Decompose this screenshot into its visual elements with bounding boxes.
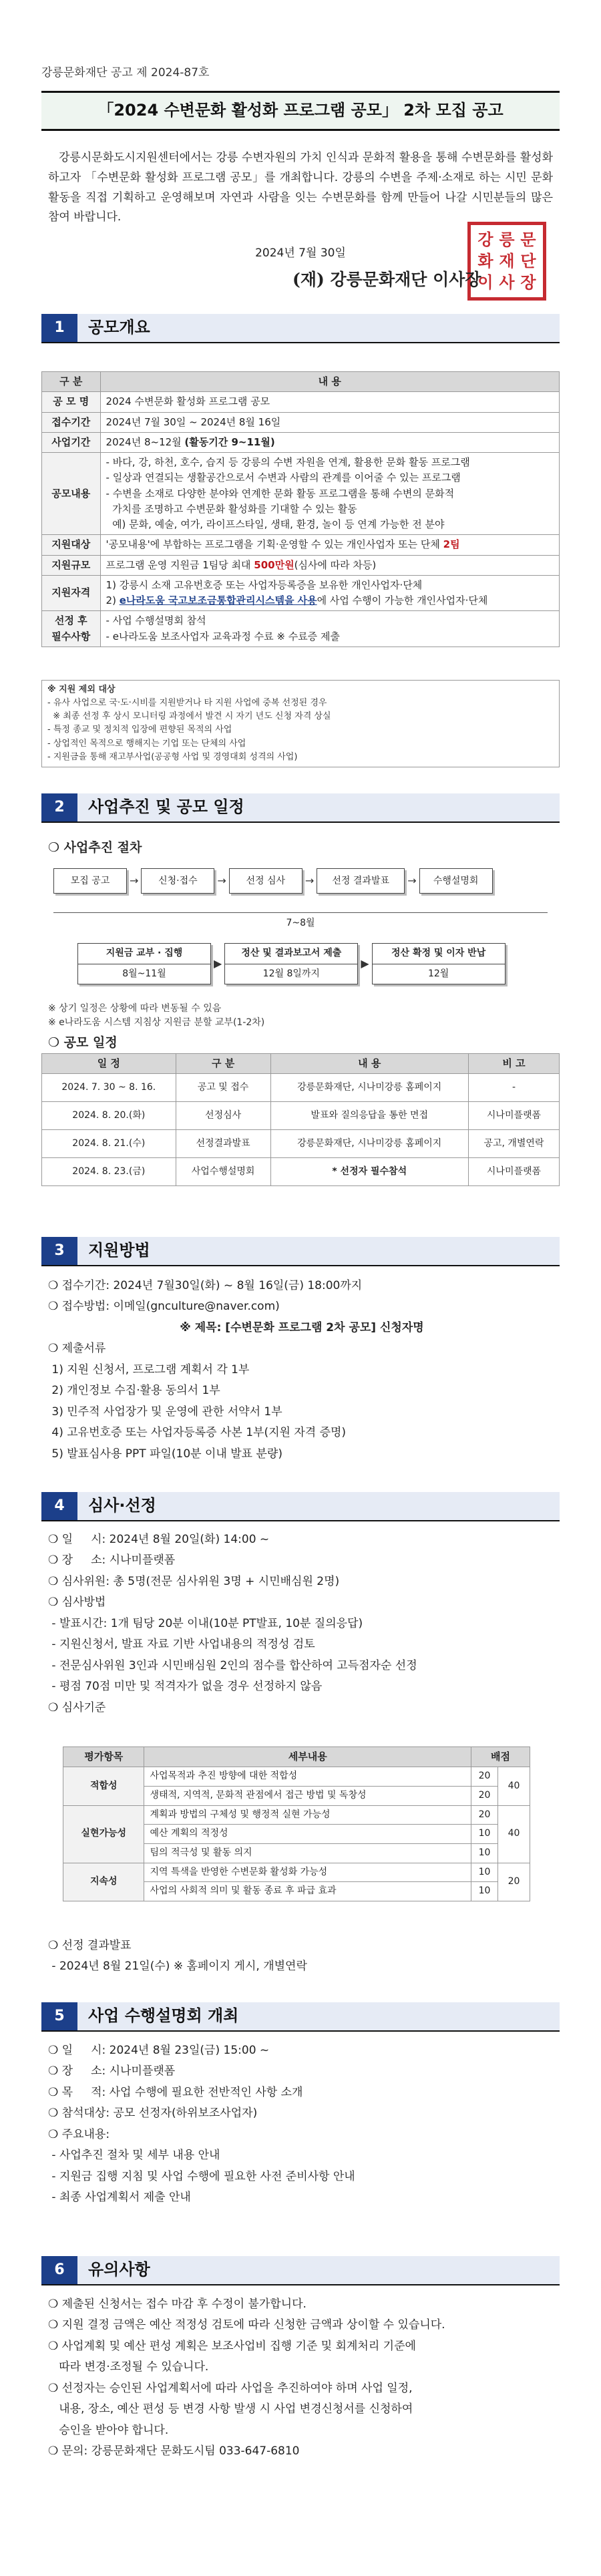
row-label: 지원자격: [42, 575, 101, 611]
section-number: 2: [41, 793, 77, 821]
section-number: 6: [41, 2256, 77, 2284]
row-label: 지원대상: [42, 535, 101, 555]
flow-note: ※ 상기 일정은 상황에 따라 변동될 수 있음: [48, 1003, 222, 1014]
briefing-line: - 사업추진 절차 및 세부 내용 안내: [48, 2149, 220, 2163]
row-text: (심사에 따라 차등): [294, 558, 377, 571]
table-header: 내 용: [100, 372, 559, 392]
section-header: [41, 793, 560, 823]
seal-char: 릉: [499, 230, 515, 249]
row-value: 2024 수변문화 활성화 프로그램 공모: [100, 392, 559, 412]
row-value: 2024년 8~12월 (활동기간 9~11월): [100, 432, 559, 452]
review-line: - 지원신청서, 발표 자료 기반 사업내용의 적정성 검토: [48, 1638, 315, 1652]
range-line: [53, 912, 548, 913]
section-title: 유의사항: [77, 2256, 560, 2284]
section-header: [41, 1237, 560, 1266]
briefing-line: ❍ 장 소: 시나미플랫폼: [48, 2064, 176, 2078]
seal-char: 이: [477, 272, 493, 292]
section-title: 사업추진 및 공모 일정: [77, 793, 560, 821]
seal-char: 재: [499, 251, 515, 270]
note-line: 내용, 장소, 예산 편성 등 변경 사항 발생 시 사업 변경신청서를 신청하여: [48, 2402, 413, 2416]
doc-item: 5) 발표심사용 PPT 파일(10분 이내 발표 분량): [48, 1447, 282, 1461]
row-line: 예) 문화, 예술, 여가, 라이프스타일, 생태, 환경, 놀이 등 연계 가능한 전 분야: [106, 518, 445, 530]
review-line: ❍ 심사위원: 총 5명(전문 심사위원 3명 + 시민배심원 2명): [48, 1574, 340, 1588]
intro-paragraph: 강릉시문화도시지원센터에서는 강릉 수변자원의 가치 인식과 문화적 활용을 통해 수변문화를 활성화하고자 「수변문화 활성화 프로그램 공모」를 개최합니다. 강릉의 수변을 주제·소재로 하는 시민 문화 활동을 직접 기획하고 운영해보며 자연과 사람을 잇는 수변문화를 함께 만들어 나갈 시민분들의 많은 참여 바랍니다.: [48, 151, 553, 224]
row-line: - 수변을 소재로 다양한 분야와 연계한 문화 활동 프로그램을 통해 수변의 문화적: [106, 487, 455, 500]
section-number: 1: [41, 314, 77, 342]
review-line: ❍ 일 시: 2024년 8월 20일(화) 14:00 ~: [48, 1533, 270, 1546]
schedule-table: [41, 1053, 560, 1186]
table-cell: 공고, 개별연락: [468, 1130, 559, 1158]
doc-item: 1) 지원 신청서, 프로그램 계획서 각 1부: [48, 1362, 250, 1376]
table-row: [42, 555, 560, 575]
criteria-item: 사업목적과 추진 방향에 대한 적합성: [144, 1767, 471, 1787]
criteria-item: 계획과 방법의 구체성 및 행정적 실현 가능성: [144, 1805, 471, 1825]
row-value: [100, 575, 559, 611]
section-number: 5: [41, 2002, 77, 2030]
table-row: [63, 1863, 530, 1882]
section-title: 심사·선정: [77, 1492, 560, 1520]
row-text: 에 사업 수행이 가능한 개인사업자·단체: [317, 594, 488, 606]
table-row: [42, 1130, 560, 1158]
table-cell: 선정결과발표: [176, 1130, 270, 1158]
row-line: 가치를 조명하고 수변문화 활성화를 기대할 수 있는 활동: [106, 502, 357, 515]
arrow-icon: →: [130, 874, 139, 887]
review-result: [48, 1936, 556, 1978]
row-value: '공모내용'에 부합하는 프로그램을 기획·운영할 수 있는 개인사업자 또는 단체 2팀: [100, 535, 559, 555]
criteria-score: 10: [471, 1882, 498, 1901]
row-label: 선정 후 필수사항: [42, 611, 101, 647]
flow-subtitle: ❍ 사업추진 절차: [48, 840, 142, 855]
section-title: 지원방법: [77, 1237, 560, 1265]
table-row: [42, 412, 560, 432]
arrow-icon: →: [305, 874, 315, 887]
doc-item: 3) 민주적 사업장가 및 운영에 관한 서약서 1부: [48, 1405, 282, 1419]
highlight-text: e나라도움 국고보조금통합관리시스템을 사용: [119, 594, 317, 606]
table-header: 내 용: [270, 1054, 468, 1074]
section-title: 공모개요: [77, 314, 560, 342]
apply-email-subject: ※ 제목: [수변문화 프로그램 2차 공모] 신청자명: [180, 1320, 424, 1334]
flow-stage-title: 정산 및 결과보고서 제출: [224, 943, 358, 964]
criteria-item: 사업의 사회적 의미 및 활동 종료 후 파급 효과: [144, 1882, 471, 1901]
section-header: [41, 314, 560, 343]
table-row: [63, 1805, 530, 1825]
criteria-score: 20: [471, 1786, 498, 1805]
range-label: 7~8월: [286, 918, 315, 928]
criteria-item: 예산 계획의 적정성: [144, 1825, 471, 1844]
apply-line: ❍ 접수방법: 이메일(gnculture@naver.com): [48, 1300, 280, 1314]
row-line: 2) e나라도움 국고보조금통합관리시스템을 사용에 사업 수행이 가능한 개인사업자·단체: [106, 594, 488, 606]
note-line: ❍ 선정자는 승인된 사업계획서에 따라 사업을 추진하여야 하며 사업 일정,: [48, 2381, 413, 2395]
seal-char: 화: [477, 251, 493, 270]
table-cell: 2024. 7. 30 ~ 8. 16.: [42, 1074, 176, 1102]
flow-row-bottom: [77, 943, 506, 984]
briefing-content: [48, 2040, 556, 2209]
emphasis-red: 2팀: [443, 538, 460, 551]
row-value: 2024년 7월 30일 ~ 2024년 8월 16일: [100, 412, 559, 432]
arrow-icon: ▶: [214, 956, 222, 970]
apply-content: [48, 1276, 556, 1465]
row-line: - 사업 수행설명회 참석: [106, 614, 206, 627]
row-line: - 바다, 강, 하천, 호수, 습지 등 강릉의 수변 자원을 연계, 활용한 문화 활동 프로그램: [106, 456, 470, 468]
note-line: 따라 변경·조정될 수 있습니다.: [48, 2360, 209, 2374]
doc-item: 4) 고유번호증 또는 사업자등록증 사본 1부(지원 자격 증명): [48, 1426, 347, 1440]
review-line: ❍ 심사방법: [48, 1596, 106, 1610]
row-line: - 일상과 연결되는 생활공간으로서 수변과 사람의 관계를 이어줄 수 있는 프로그램: [106, 472, 461, 484]
emphasis-text: (활동기간 9~11월): [184, 435, 275, 448]
table-cell: 발표와 질의응답을 통한 면접: [270, 1102, 468, 1130]
section-header: [41, 1492, 560, 1521]
row-label: 접수기간: [42, 412, 101, 432]
note-line: ❍ 제출된 신청서는 접수 마감 후 수정이 불가합니다.: [48, 2297, 307, 2311]
flow-step: 선정 심사: [229, 868, 303, 894]
criteria-score: 20: [471, 1767, 498, 1787]
table-cell: 2024. 8. 23.(금): [42, 1158, 176, 1186]
note-line: 승인을 받아야 합니다.: [48, 2423, 169, 2437]
overview-table: [41, 371, 560, 647]
row-value: [100, 611, 559, 647]
review-line: - 전문심사위원 3인과 시민배심원 2인의 점수를 합산하여 고득점자순 선정: [48, 1658, 417, 1672]
exclusion-notes: [41, 680, 560, 767]
flow-step: 신청·접수: [141, 868, 214, 894]
criteria-total: 20: [498, 1863, 530, 1901]
row-line: 1) 강릉시 소재 고유번호증 또는 사업자등록증을 보유한 개인사업자·단체: [106, 578, 423, 591]
flow-stage: [224, 943, 358, 984]
row-value: 프로그램 운영 지원금 1팀당 최대 500만원(심사에 따라 차등): [100, 555, 559, 575]
section-number: 3: [41, 1237, 77, 1265]
criteria-score: 10: [471, 1825, 498, 1844]
table-row: [42, 575, 560, 611]
table-row: [42, 1102, 560, 1130]
flow-stage: [77, 943, 211, 984]
criteria-group: 실현가능성: [63, 1805, 144, 1863]
criteria-total: 40: [498, 1767, 530, 1805]
table-cell: 사업수행설명회: [176, 1158, 270, 1186]
table-row: [42, 432, 560, 452]
table-cell: 시나미플랫폼: [468, 1102, 559, 1130]
briefing-line: - 최종 사업계획서 제출 안내: [48, 2191, 191, 2205]
flow-stage: [372, 943, 506, 984]
table-header: 배점: [471, 1747, 530, 1767]
note-line: - 상업적인 목적으로 행해지는 기업 또는 단체의 사업: [47, 738, 246, 749]
table-cell: * 선정자 필수참석: [270, 1158, 468, 1186]
section-header: [41, 2256, 560, 2285]
criteria-item: 팀의 적극성 및 활동 의지: [144, 1844, 471, 1863]
briefing-line: ❍ 일 시: 2024년 8월 23일(금) 15:00 ~: [48, 2044, 270, 2057]
section-number: 4: [41, 1492, 77, 1520]
criteria-total: 40: [498, 1805, 530, 1863]
note-line: ❍ 문의: 강릉문화재단 문화도시팀 033-647-6810: [48, 2444, 300, 2458]
table-header-row: [42, 1054, 560, 1074]
note-line: ❍ 지원 결정 금액은 예산 적정성 검토에 따라 신청한 금액과 상이할 수 있습니다.: [48, 2318, 445, 2332]
row-label: 사업기간: [42, 432, 101, 452]
criteria-score: 20: [471, 1805, 498, 1825]
row-label: 공 모 명: [42, 392, 101, 412]
note-line: - 지원금을 통해 재고부사업(공공형 사업 및 경영대회 성격의 사업): [47, 751, 298, 762]
row-line: - e나라도움 보조사업자 교육과정 수료 ※ 수료증 제출: [106, 630, 340, 642]
flow-step: 선정 결과발표: [317, 868, 405, 894]
review-line: - 발표시간: 1개 팀당 20분 이내(10분 PT발표, 10분 질의응답): [48, 1616, 363, 1630]
row-label: 지원규모: [42, 555, 101, 575]
briefing-line: ❍ 주요내용:: [48, 2127, 110, 2141]
table-row: [42, 1074, 560, 1102]
arrow-icon: ▶: [361, 956, 369, 970]
table-header-row: [42, 372, 560, 392]
criteria-item: 생태적, 지역적, 문화적 관점에서 접근 방법 및 독창성: [144, 1786, 471, 1805]
table-row: [42, 611, 560, 647]
criteria-group: 적합성: [63, 1767, 144, 1805]
row-value: [100, 453, 559, 535]
table-row: [42, 392, 560, 412]
flow-note: ※ e나라도움 시스템 지침상 지원금 분할 교부(1-2차): [48, 1017, 265, 1028]
table-cell: 시나미플랫폼: [468, 1158, 559, 1186]
note-line: ❍ 사업계획 및 예산 편성 계획은 보조사업비 집행 기준 및 회계처리 기준에: [48, 2339, 416, 2353]
section-header: [41, 2002, 560, 2032]
arrow-icon: →: [407, 874, 417, 887]
table-cell: 2024. 8. 21.(수): [42, 1130, 176, 1158]
table-cell: 2024. 8. 20.(화): [42, 1102, 176, 1130]
table-row: [63, 1767, 530, 1787]
review-line: - 평점 70점 미만 및 적격자가 없을 경우 선정하지 않음: [48, 1680, 323, 1694]
table-cell: -: [468, 1074, 559, 1102]
seal-char: 단: [520, 251, 536, 270]
briefing-line: ❍ 목 적: 사업 수행에 필요한 전반적인 사항 소개: [48, 2085, 303, 2099]
seal-char: 장: [520, 272, 536, 292]
emphasis-red: 500만원: [254, 558, 294, 571]
table-cell: 강릉문화재단, 시나미강릉 홈페이지: [270, 1130, 468, 1158]
review-line: - 2024년 8월 21일(수) ※ 홈페이지 게시, 개별연락: [48, 1960, 307, 1974]
flow-stage-period: 12월: [372, 964, 506, 985]
notice-number: 강릉문화재단 공고 제 2024-87호: [41, 66, 210, 79]
table-header: 구 분: [42, 372, 101, 392]
flow-stage-title: 지원금 교부 · 집행: [77, 943, 211, 964]
review-line: ❍ 선정 결과발표: [48, 1939, 132, 1952]
review-content: [48, 1529, 556, 1718]
flow-stage-period: 12월 8일까지: [224, 964, 358, 985]
table-header: 비 고: [468, 1054, 559, 1074]
criteria-group: 지속성: [63, 1863, 144, 1901]
table-cell: 공고 및 접수: [176, 1074, 270, 1102]
notice-date: 2024년 7월 30일: [255, 246, 346, 260]
table-row: [42, 453, 560, 535]
review-line: ❍ 장 소: 시나미플랫폼: [48, 1553, 176, 1568]
docs-title: ❍ 제출서류: [48, 1342, 106, 1356]
row-label: 공모내용: [42, 453, 101, 535]
table-header: 일 정: [42, 1054, 176, 1074]
briefing-line: - 지원금 집행 지침 및 사업 수행에 필요한 사전 준비사항 안내: [48, 2169, 355, 2183]
schedule-subtitle: ❍ 공모 일정: [48, 1035, 118, 1050]
seal-char: 문: [520, 230, 536, 249]
flow-row-top: [53, 868, 493, 894]
table-cell: 강릉문화재단, 시나미강릉 홈페이지: [270, 1074, 468, 1102]
criteria-score: 10: [471, 1863, 498, 1882]
note-line: - 유사 사업으로 국·도·시비를 지원받거나 타 지원 사업에 중복 선정된 경우: [47, 698, 327, 709]
doc-item: 2) 개인정보 수집·활용 동의서 1부: [48, 1384, 220, 1398]
table-header: 세부내용: [144, 1747, 471, 1767]
flow-step: 수행설명회: [419, 868, 493, 894]
table-row: [42, 1158, 560, 1186]
flow-step: 모집 공고: [53, 868, 127, 894]
arrow-icon: →: [217, 874, 226, 887]
criteria-item: 지역 특색을 반영한 수변문화 활성화 가능성: [144, 1863, 471, 1882]
flow-stage-period: 8월~11월: [77, 964, 211, 985]
note-line: ※ 최종 선정 후 상시 모니터링 과정에서 발견 시 자기 년도 신청 자격 상실: [47, 711, 331, 722]
flow-stage-title: 정산 확정 및 이자 반납: [372, 943, 506, 964]
table-header-row: [63, 1747, 530, 1767]
review-line: ❍ 심사기준: [48, 1700, 106, 1714]
briefing-line: ❍ 참석대상: 공모 선정자(하위보조사업자): [48, 2106, 258, 2121]
section-title: 사업 수행설명회 개최: [77, 2002, 560, 2030]
table-row: [42, 535, 560, 555]
note-line: ※ 지원 제외 대상: [47, 685, 116, 695]
page-title: 「2024 수변문화 활성화 프로그램 공모」 2차 모집 공고: [41, 91, 560, 131]
table-header: 평가항목: [63, 1747, 144, 1767]
notes-content: [48, 2294, 556, 2462]
table-header: 구 분: [176, 1054, 270, 1074]
apply-line: ❍ 접수기간: 2024년 7월30일(화) ~ 8월 16일(금) 18:00까지: [48, 1279, 363, 1292]
criteria-score: 10: [471, 1844, 498, 1863]
seal-char: 강: [477, 230, 493, 249]
issuer-name: (재) 강릉문화재단 이사장: [292, 270, 481, 289]
table-cell: 선정심사: [176, 1102, 270, 1130]
note-line: - 특정 종교 및 정치적 입장에 편향된 목적의 사업: [47, 725, 232, 735]
criteria-table: [63, 1746, 530, 1901]
seal-char: 사: [499, 272, 515, 292]
